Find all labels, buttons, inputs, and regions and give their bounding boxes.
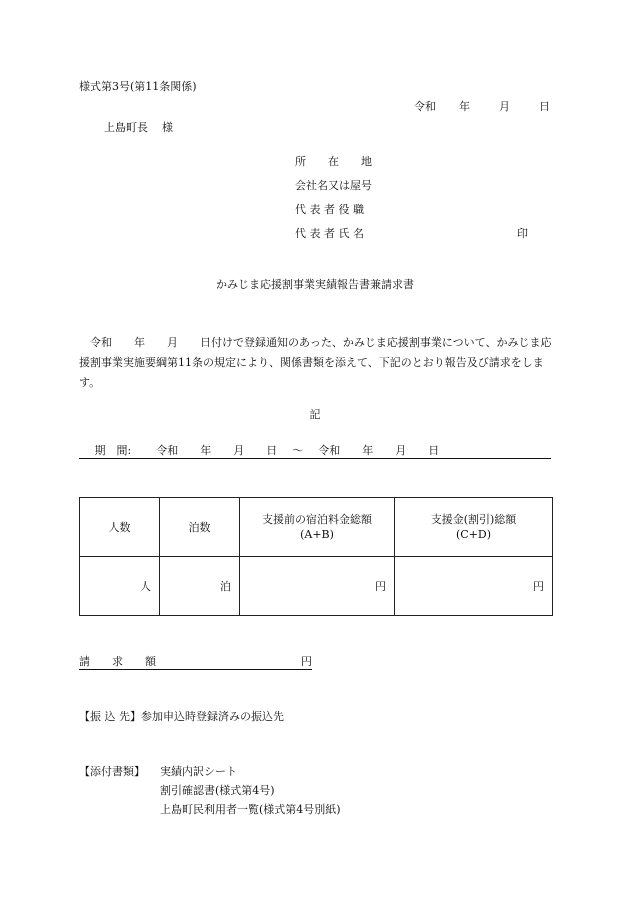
period-end: 令和 年 月 日 [318, 444, 440, 457]
cell-subsidy[interactable] [395, 557, 553, 616]
header-subsidy-text: 支援金(割引)総額 [430, 513, 517, 526]
header-total-fee-text: 支援前の宿泊料金総額 [262, 513, 372, 526]
applicant-title-row [295, 203, 372, 227]
form-number: 様式第3号(第11条関係) [79, 80, 197, 93]
list-item: 上島町民利用者一覧(様式第4号別紙) [160, 803, 341, 816]
header-guests-text: 人数 [108, 520, 131, 534]
header-total-fee [240, 498, 395, 557]
applicant-block [295, 155, 528, 251]
unit-nights: 泊 [220, 580, 231, 593]
transfer-value: 参加申込時登録済みの振込先 [141, 710, 284, 723]
attachments-label: 【添付書類】 [79, 765, 145, 778]
unit-total-fee: 円 [375, 580, 386, 593]
claim-unit: 円 [301, 655, 312, 668]
header-subsidy [395, 498, 553, 557]
date-year: 年 [459, 100, 470, 113]
unit-guests: 人 [140, 580, 151, 593]
list-item: 実績内訳シート [160, 765, 237, 778]
applicant-company-row [295, 179, 372, 203]
table-header-row [80, 498, 553, 557]
header-nights-text: 泊数 [188, 520, 211, 534]
header-guests [80, 498, 160, 557]
applicant-address-label: 所 在 地 [295, 155, 372, 168]
period-line [79, 444, 551, 459]
applicant-address-row [295, 155, 372, 179]
claim-label: 請 求 額 [79, 655, 156, 668]
date-day: 日 [539, 100, 550, 113]
applicant-name-label: 代 表 者 氏 名 [295, 227, 364, 240]
seal-mark: 印 [517, 227, 528, 240]
header-total-fee-formula: (A+B) [300, 528, 334, 541]
cell-guests[interactable] [80, 557, 160, 616]
header-nights [160, 498, 240, 557]
period-label: 期 間: [94, 444, 132, 457]
ki-heading: 記 [309, 408, 321, 421]
addressee-name: 上島町長 [104, 121, 148, 134]
date-era: 令和 [414, 100, 436, 113]
transfer-line [79, 710, 284, 724]
document-title: かみじま応援割事業実績報告書兼請求書 [216, 278, 414, 291]
claim-line [79, 655, 312, 670]
applicant-title-label: 代 表 者 役 職 [295, 203, 364, 216]
period-start: 令和 年 月 日 [156, 444, 278, 457]
date-line [414, 100, 550, 114]
cell-nights[interactable] [160, 557, 240, 616]
applicant-company-label: 会社名又は屋号 [295, 179, 372, 192]
summary-table [79, 497, 553, 616]
applicant-name-row [295, 227, 528, 251]
period-separator: 〜 [292, 444, 304, 457]
header-subsidy-formula: (C+D) [455, 528, 492, 541]
attachments-list [160, 765, 341, 822]
unit-subsidy: 円 [533, 580, 544, 593]
transfer-label: 【振 込 先】 [79, 710, 141, 723]
addressee [104, 121, 173, 135]
date-month: 月 [499, 100, 510, 113]
body-paragraph: 令和 年 月 日付けで登録通知のあった、かみじま応援割事業について、かみじま応援割事業実施要綱第11条の規定により、関係書類を添えて、下記のとおり報告及び請求をします。 [79, 336, 552, 389]
cell-total-fee[interactable] [240, 557, 395, 616]
table-row [80, 557, 553, 616]
list-item: 割引確認書(様式第4号) [160, 784, 275, 797]
addressee-honorific: 様 [162, 121, 173, 134]
